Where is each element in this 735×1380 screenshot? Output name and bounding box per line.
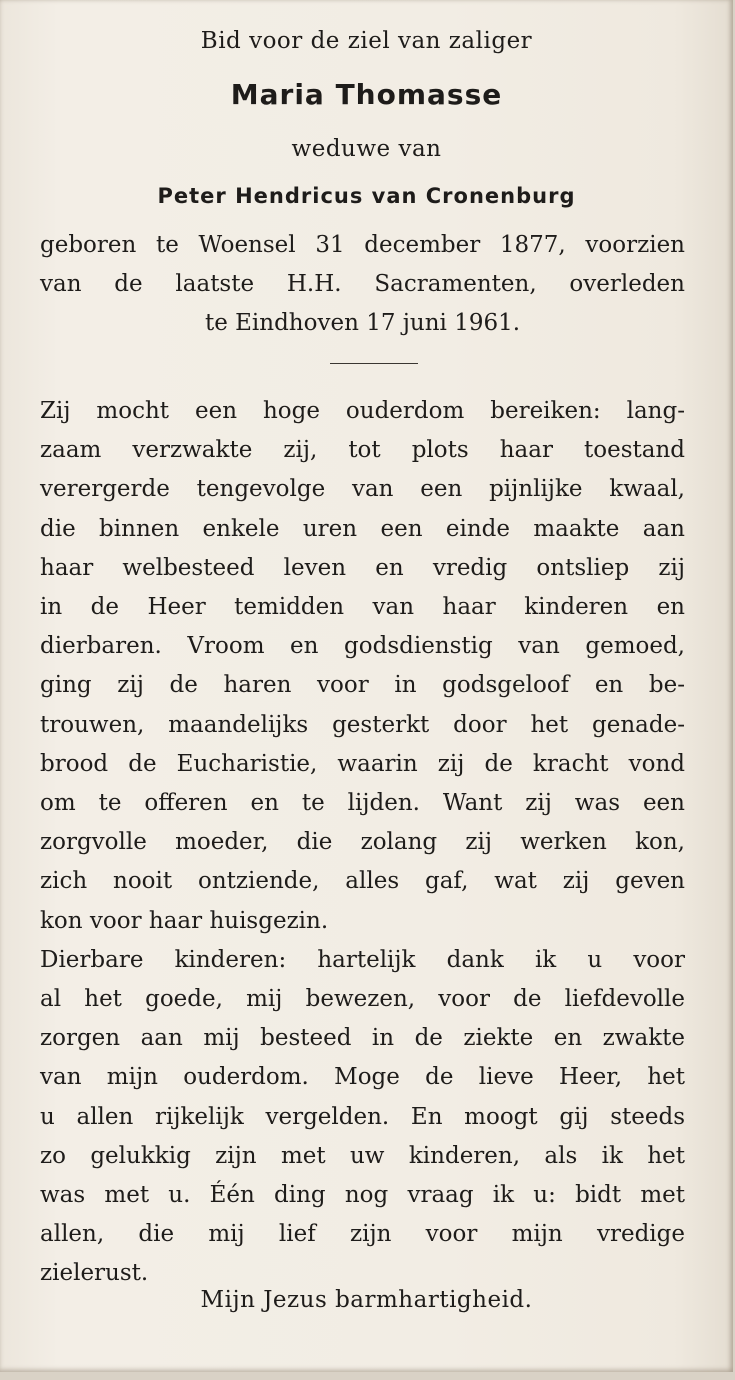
text-line: dierbaren. Vroom en godsdienstig van gemoed, [40, 633, 685, 660]
text-line: zich nooit ontziende, alles gaf, wat zij geven [40, 868, 685, 895]
text-line: allen, die mij lief zijn voor mijn vredige [40, 1221, 685, 1248]
text-line: u allen rijkelijk vergelden. En moogt gij steeds [40, 1103, 685, 1130]
text-line: zorgen aan mij besteed in de ziekte en zwakte [40, 1025, 685, 1052]
text-line: kon voor haar huisgezin. [40, 907, 329, 934]
text-line: in de Heer temidden van haar kinderen en [40, 594, 685, 621]
details-line: van de laatste H.H. Sacramenten, overleden [40, 271, 685, 297]
text-line: Zij mocht een hoge ouderdom bereiken: lang- [40, 398, 685, 424]
text-line: om te offeren en te lijden. Want zij was een [40, 790, 685, 817]
text-line: haar welbesteed leven en vredig ontsliep zij [40, 554, 685, 581]
text-line: zielerust. [40, 1260, 149, 1287]
text-line: zo gelukkig zijn met uw kinderen, als ik het [40, 1142, 685, 1169]
text-line: was met u. Één ding nog vraag ik u: bidt met [40, 1182, 685, 1209]
birth-death-details [40, 226, 685, 343]
text-line: zaam verzwakte zij, tot plots haar toestand [40, 437, 685, 464]
spouse-name: Peter Hendricus van Cronenburg [157, 184, 576, 208]
relation-line: weduwe van [291, 136, 442, 162]
details-line: geboren te Woensel 31 december 1877, voorzien [40, 232, 685, 258]
text-line: van mijn ouderdom. Moge de lieve Heer, het [40, 1064, 685, 1091]
text-line: zorgvolle moeder, die zolang zij werken kon, [40, 829, 685, 856]
text-line: al het goede, mij bewezen, voor de liefdevolle [40, 986, 685, 1013]
closing-prayer: Mijn Jezus barmhartigheid. [200, 1287, 533, 1313]
text-line: die binnen enkele uren een einde maakte aan [40, 515, 685, 542]
divider-rule [330, 363, 418, 364]
text-line: Dierbare kinderen: hartelijk dank ik u voor [40, 946, 685, 973]
text-line: brood de Eucharistie, waarin zij de kracht vond [40, 750, 685, 777]
deceased-name: Maria Thomasse [230, 78, 503, 111]
text-line: verergerde tengevolge van een pijnlijke kwaal, [40, 476, 685, 503]
details-line: te Eindhoven 17 juni 1961. [204, 310, 521, 336]
memorial-text [40, 392, 685, 1294]
text-line: ging zij de haren voor in godsgeloof en be- [40, 672, 685, 699]
intro-line: Bid voor de ziel van zaliger [200, 28, 533, 54]
text-line: trouwen, maandelijks gesterkt door het genade- [40, 711, 685, 738]
